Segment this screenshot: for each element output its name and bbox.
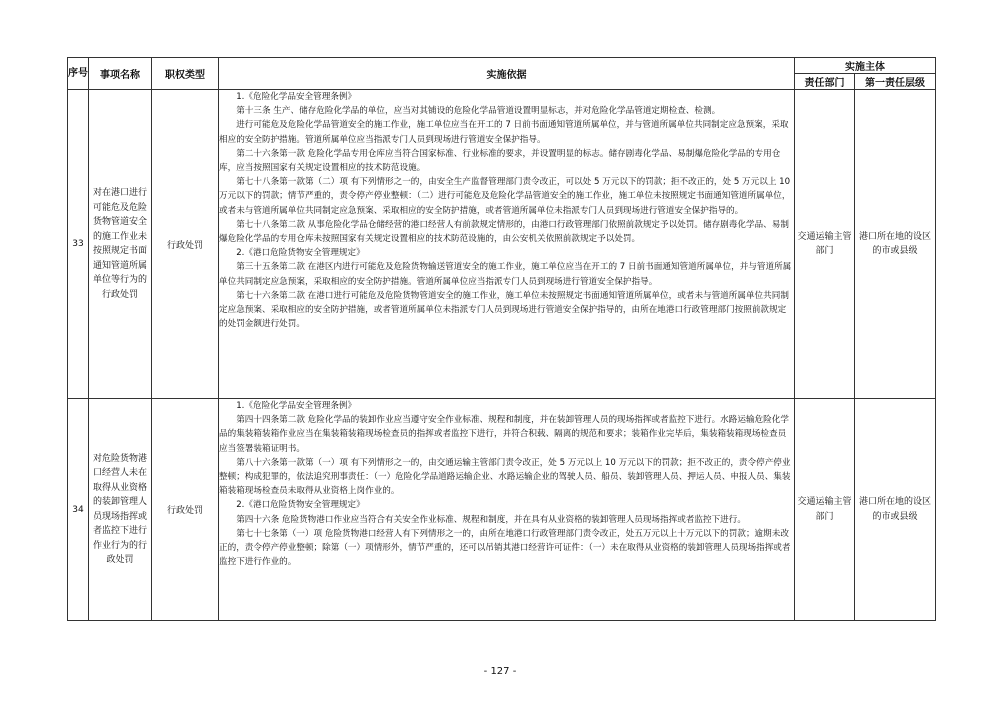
basis-paragraph: 第七十八条第二款 从事危险化学品仓储经营的港口经营人有前款规定情形的，由港口行政管理部门依照前款规定予以处罚。储存剧毒化学品、易制爆危险化学品的专用仓库未按照国家有关规定设置相应的技术防范设施的，由公安机关依照前款规定予以处罚。 — [219, 219, 789, 245]
table-row — [68, 399, 936, 621]
basis-paragraph: 2.《港口危险货物安全管理规定》 — [236, 248, 365, 259]
enforcement-table — [67, 57, 936, 621]
header-basis: 实施依据 — [219, 58, 795, 90]
header-level: 第一责任层级 — [855, 74, 936, 90]
basis-paragraph: 第七十六条第二款 在港口进行可能危及危险货物管道安全的施工作业，施工单位未按照规定书面通知管道所属单位，或者未与管道所属单位共同制定应急预案、采取相应的安全防护措施，或者管道所属单位未指派专门人员到现场进行管道安全保护指导的，由所在地港口行政管理部门按照前款规定的处罚金额进行处罚。 — [219, 290, 789, 330]
item-name: 对危险货物港口经营人未在取得从业资格的装卸管理人员现场指挥或者监控下进行作业行为的行政处罚 — [89, 399, 152, 621]
basis-paragraph: 第二十六条第一款 危险化学品专用仓库应当符合国家标准、行业标准的要求，并设置明显的标志。储存剧毒化学品、易制爆危险化学品的专用仓库，应当按照国家有关规定设置相应的技术防范设施。 — [219, 148, 781, 174]
header-type: 职权类型 — [152, 58, 219, 90]
row-index: 33 — [68, 90, 89, 399]
responsible-dept: 交通运输主管部门 — [795, 90, 855, 399]
basis-paragraph: 进行可能危及危险化学品管道安全的施工作业，施工单位应当在开工的 7 日前书面通知管道所属单位，并与管道所属单位共同制定应急预案，采取相应的安全防护措施。管道所属单位应当指派专门人员到现场进行管道安全保护指导。 — [219, 120, 789, 145]
legal-basis — [219, 90, 795, 399]
basis-paragraph: 第四十六条 危险货物港口作业应当符合有关安全作业标准、规程和制度，并在具有从业资格的装卸管理人员现场指挥或者监控下进行。 — [236, 514, 746, 525]
table-row — [68, 90, 936, 399]
basis-paragraph: 第八十六条第一款第（一）项 有下列情形之一的，由交通运输主管部门责令改正，处 5 万元以上 10 万元以下的罚款；拒不改正的，责令停产停业整顿；构成犯罪的，依法追究刑事责任：（一）危险化学品道路运输企业、水路运输企业的驾驶人员、船员、装卸管理人员、押运人员、申报人员、集装箱装箱现场检查员未取得从业资格上岗作业的。 — [219, 457, 791, 497]
responsibility-level: 港口所在地的设区的市或县级 — [855, 90, 936, 399]
header-subject: 实施主体 — [795, 58, 936, 74]
row-index: 34 — [68, 399, 89, 621]
header-index: 序号 — [68, 58, 89, 90]
power-type: 行政处罚 — [152, 90, 219, 399]
basis-paragraph: 第七十七条第（一）项 危险货物港口经营人有下列情形之一的，由所在地港口行政管理部门责令改正，处五万元以上十万元以下的罚款；逾期未改正的，责令停产停业整顿；除第（一）项情形外，情节严重的，还可以吊销其港口经营许可证件：（一）未在取得从业资格的装卸管理人员现场指挥或者监控下进行作业的。 — [219, 528, 791, 568]
basis-paragraph: 第四十四条第二款 危险化学品的装卸作业应当遵守安全作业标准、规程和制度，并在装卸管理人员的现场指挥或者监控下进行。水路运输危险化学品的集装箱装箱作业应当在集装箱装箱现场检查员的指挥或者监控下进行，并符合积载、隔离的规范和要求；装箱作业完毕后，集装箱装箱现场检查员应当签署装箱证明书。 — [219, 415, 789, 454]
responsibility-level: 港口所在地的设区的市或县级 — [855, 399, 936, 621]
basis-paragraph: 1.《危险化学品安全管理条例》 — [236, 401, 357, 411]
item-name: 对在港口进行可能危及危险货物管道安全的施工作业未按照规定书面通知管道所属单位等行为的行政处罚 — [89, 90, 152, 399]
power-type: 行政处罚 — [152, 399, 219, 621]
legal-basis — [219, 399, 795, 621]
basis-paragraph: 2.《港口危险货物安全管理规定》 — [236, 500, 365, 511]
page-number: - 127 - — [483, 666, 517, 677]
basis-paragraph: 第十三条 生产、储存危险化学品的单位，应当对其铺设的危险化学品管道设置明显标志，并对危险化学品管道定期检查、检测。 — [236, 106, 721, 117]
header-name: 事项名称 — [89, 58, 152, 90]
responsible-dept: 交通运输主管部门 — [795, 399, 855, 621]
basis-paragraph: 1.《危险化学品安全管理条例》 — [236, 92, 357, 102]
basis-paragraph: 第三十五条第二款 在港区内进行可能危及危险货物输送管道安全的施工作业，施工单位应当在开工的 7 日前书面通知管道所属单位，并与管道所属单位共同制定应急预案，采取相应的安全防护措施。管道所属单位应当指派专门人员到现场进行管道安全保护指导。 — [219, 262, 792, 287]
header-dept: 责任部门 — [795, 74, 855, 90]
basis-paragraph: 第七十八条第一款第（二）项 有下列情形之一的，由安全生产监督管理部门责令改正，可以处 5 万元以下的罚款；拒不改正的，处 5 万元以上 10 万元以下的罚款；情节严重的，责令停产停业整顿：（二）进行可能危及危险化学品管道安全的施工作业，施工单位未按照规定书面通知管道所属单位，或者未与管道所属单位共同制定应急预案、采取相应的安全防护措施，或者管道所属单位未指派专门人员到现场进行管道安全保护指导的。 — [219, 177, 791, 216]
